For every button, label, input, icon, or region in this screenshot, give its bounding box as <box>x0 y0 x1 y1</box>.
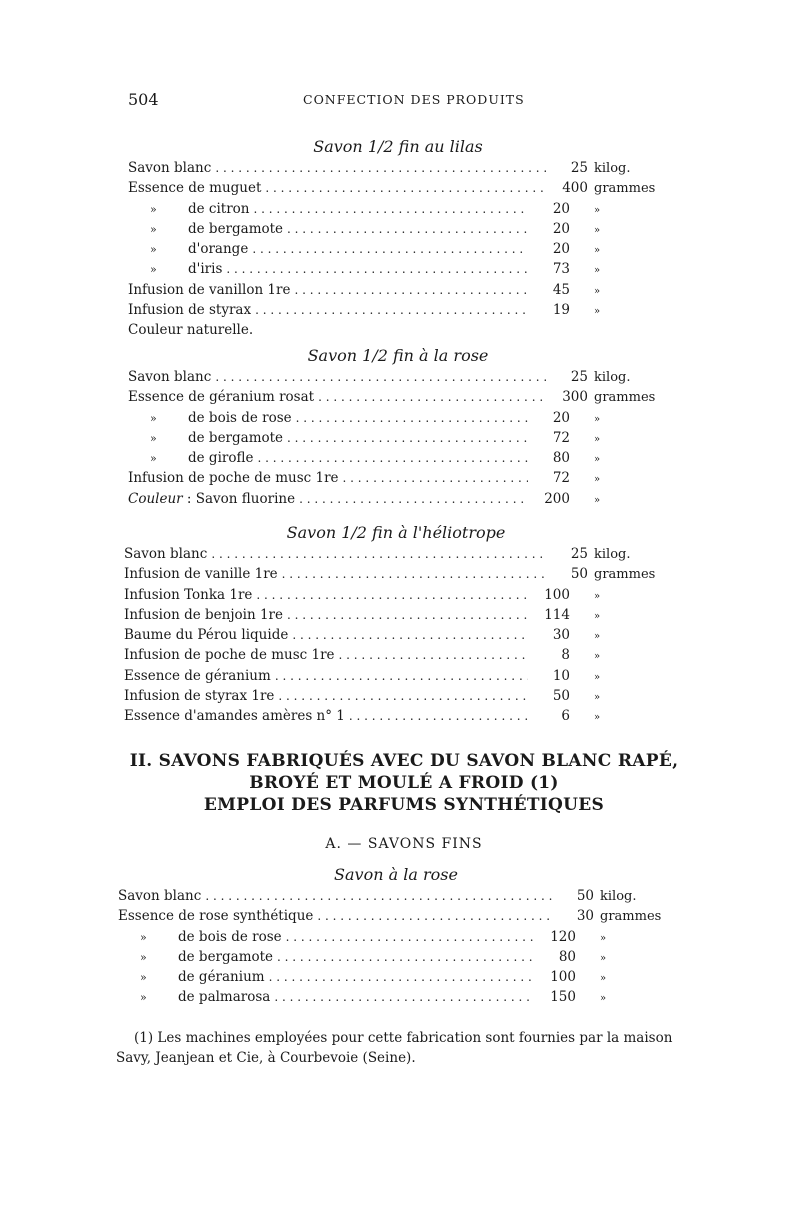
ingredient-row <box>128 428 668 448</box>
ingredient-row <box>118 906 674 926</box>
ingredient-unit: » <box>600 932 607 944</box>
ingredient-quantity: 10 <box>552 667 570 684</box>
ingredient-unit: » <box>594 413 601 425</box>
ingredient-label: de bergamote <box>188 220 284 237</box>
subsection-heading: A. — SAVONS FINS <box>325 836 483 852</box>
ingredient-quantity: 80 <box>552 450 570 467</box>
ingredient-label: Infusion de styrax <box>128 302 252 319</box>
ingredient-row <box>128 219 668 239</box>
ingredient-row <box>128 448 668 468</box>
leader-dots <box>299 489 528 509</box>
ingredient-label: Infusion de styrax 1re <box>124 688 275 705</box>
ingredient-row <box>124 585 668 605</box>
ingredient-quantity: 73 <box>552 261 570 278</box>
ingredient-quantity: 50 <box>552 688 570 705</box>
ingredient-quantity: 20 <box>552 220 570 237</box>
ingredient-quantity: 72 <box>552 429 570 446</box>
ingredient-label: Infusion de benjoin 1re <box>124 606 283 623</box>
page-number: 504 <box>128 90 159 109</box>
ingredient-quantity: 120 <box>550 928 576 945</box>
ingredient-unit: » <box>594 245 601 257</box>
ingredient-quantity: 150 <box>550 989 576 1006</box>
ingredient-unit: » <box>594 454 601 466</box>
ingredient-quantity: 100 <box>544 586 570 603</box>
recipe-rose-synthetique <box>118 864 674 1008</box>
ingredient-quantity: 25 <box>570 369 588 385</box>
ingredient-name <box>124 544 207 564</box>
ingredient-quantity: 50 <box>570 566 588 583</box>
ingredient-unit: » <box>594 306 601 318</box>
leader-dots <box>349 706 528 726</box>
ingredient-row <box>128 158 668 178</box>
ingredient-quantity: 80 <box>558 948 576 965</box>
ingredient-label: Infusion de poche de musc 1re <box>128 470 339 487</box>
ingredient-unit: » <box>594 692 601 704</box>
recipe-row-couleur <box>128 489 668 509</box>
leader-dots <box>215 367 546 387</box>
ingredient-unit: grammes <box>600 909 662 925</box>
ingredient-label: de bois de rose <box>178 928 282 945</box>
leader-dots <box>226 259 528 279</box>
ditto-mark: » <box>150 263 157 277</box>
ingredient-row <box>128 259 668 279</box>
leader-dots <box>255 300 528 320</box>
ingredient-name <box>128 468 339 488</box>
ingredient-quantity: 25 <box>570 160 588 176</box>
ingredient-name <box>124 605 283 625</box>
ingredient-label: Savon blanc <box>128 160 212 176</box>
ingredient-label: Savon blanc <box>118 888 202 904</box>
ingredient-unit: » <box>594 204 601 216</box>
ditto-mark: » <box>150 222 157 236</box>
ingredient-name <box>124 645 335 665</box>
ingredient-label: de géranium <box>178 969 265 986</box>
ingredient-label: de bois de rose <box>188 409 292 426</box>
ingredient-label: de citron <box>188 200 250 217</box>
ingredient-name <box>124 564 278 584</box>
ingredient-quantity: 200 <box>544 490 570 507</box>
leader-dots <box>287 605 528 625</box>
ingredient-label: d'iris <box>188 261 223 278</box>
ingredient-row <box>128 239 668 259</box>
ditto-mark: » <box>140 991 147 1005</box>
ingredient-name <box>124 706 345 726</box>
leader-dots <box>205 886 552 906</box>
leader-dots <box>256 585 528 605</box>
ingredient-name <box>128 158 211 178</box>
leader-dots <box>275 666 528 686</box>
ingredient-label: Essence de muguet <box>128 180 262 197</box>
ingredient-name <box>124 666 271 686</box>
ingredient-name <box>128 489 295 509</box>
ingredient-name <box>128 219 283 240</box>
ingredient-unit: » <box>594 285 601 297</box>
ingredient-label: d'orange <box>188 241 249 258</box>
ingredient-label: de bergamote <box>188 429 284 446</box>
ingredient-name <box>128 367 211 387</box>
section-heading-line-3: EMPLOI DES PARFUMS SYNTHÉTIQUES <box>203 795 605 815</box>
ingredient-row <box>128 408 668 428</box>
ingredient-unit: » <box>594 494 601 506</box>
ingredient-name <box>128 239 248 260</box>
ingredient-label: Essence de géranium <box>124 667 271 684</box>
ingredient-quantity: 25 <box>570 546 588 562</box>
leader-dots <box>254 199 528 219</box>
leader-dots <box>269 967 534 987</box>
ingredient-row <box>118 927 674 947</box>
ingredient-quantity: 72 <box>552 470 570 487</box>
ingredient-row <box>118 967 674 987</box>
leader-dots <box>274 987 534 1007</box>
ingredient-unit: » <box>600 993 607 1005</box>
ingredient-unit: grammes <box>594 390 656 406</box>
ingredient-quantity: 100 <box>550 969 576 986</box>
ingredient-unit: » <box>594 712 601 724</box>
ingredient-unit: » <box>600 973 607 985</box>
ingredient-unit: kilog. <box>594 161 631 176</box>
section-heading <box>118 750 690 816</box>
ditto-mark: » <box>150 411 157 425</box>
recipe-lilas <box>128 136 668 341</box>
ingredient-unit: » <box>594 671 601 683</box>
ingredient-unit: kilog. <box>600 889 637 904</box>
leader-dots <box>278 686 528 706</box>
footnote: (1) Les machines employées pour cette fabrication sont fournies par la maison Savy, Jeanjean et Cie, à Courbevoie (Seine). <box>116 1030 673 1066</box>
leader-dots <box>292 625 528 645</box>
leader-dots <box>317 906 552 926</box>
ingredient-quantity: 400 <box>562 180 588 197</box>
recipe-title: Savon 1/2 fin à l'héliotrope <box>286 523 506 542</box>
leader-dots <box>252 239 528 259</box>
ingredient-row <box>128 199 668 219</box>
ingredient-row <box>128 367 668 387</box>
ingredient-row <box>118 886 674 906</box>
ingredient-name <box>118 927 282 948</box>
ingredient-unit: » <box>594 474 601 486</box>
ingredient-label: Baume du Pérou liquide <box>124 627 289 644</box>
ingredient-quantity: 30 <box>552 627 570 644</box>
ingredient-label: de palmarosa <box>178 989 271 1006</box>
leader-dots <box>287 428 528 448</box>
leader-dots <box>265 178 546 198</box>
leader-dots <box>296 408 528 428</box>
ingredient-row <box>124 544 668 564</box>
recipe-title: Savon 1/2 fin à la rose <box>307 346 489 365</box>
leader-dots <box>257 448 528 468</box>
ingredient-row <box>128 468 668 488</box>
ingredient-quantity: 8 <box>561 647 570 664</box>
section-heading-line-2: BROYÉ ET MOULÉ A FROID (1) <box>249 773 559 793</box>
ingredient-unit: » <box>594 590 601 602</box>
ingredient-row <box>124 605 668 625</box>
ditto-mark: » <box>140 971 147 985</box>
ingredient-row <box>124 686 668 706</box>
ingredient-quantity: 20 <box>552 409 570 426</box>
ingredient-name <box>128 178 261 198</box>
ditto-mark: » <box>150 243 157 257</box>
ingredient-name <box>128 448 253 469</box>
ingredient-unit: kilog. <box>594 547 631 562</box>
ingredient-label: Infusion de vanille 1re <box>124 566 278 583</box>
ingredient-label: Infusion de poche de musc 1re <box>124 647 335 664</box>
ingredient-name <box>118 987 270 1008</box>
ingredient-unit: » <box>600 952 607 964</box>
running-title: CONFECTION DES PRODUITS <box>303 92 525 107</box>
ingredient-quantity: 114 <box>544 606 570 623</box>
ingredient-label: de bergamote <box>178 948 274 965</box>
ingredient-unit: » <box>594 631 601 643</box>
ingredient-label: Essence d'amandes amères n° 1 <box>124 708 345 725</box>
ingredient-row <box>128 300 668 320</box>
ingredient-row <box>124 625 668 645</box>
ingredient-unit: » <box>594 610 601 622</box>
ingredient-label: Essence de rose synthétique <box>118 908 314 925</box>
leader-dots <box>215 158 546 178</box>
ingredient-label: de girofle <box>188 450 254 467</box>
ingredient-quantity: 45 <box>552 281 570 298</box>
ingredient-quantity: 50 <box>576 888 594 904</box>
ingredient-name <box>128 259 222 280</box>
ingredient-row <box>128 280 668 300</box>
ditto-mark: » <box>150 431 157 445</box>
couleur-label: Couleur <box>128 490 183 507</box>
ingredient-label: Infusion de vanillon 1re <box>128 281 291 298</box>
ingredient-unit: » <box>594 651 601 663</box>
ingredient-row <box>118 987 674 1007</box>
leader-dots <box>339 645 528 665</box>
recipe-heliotrope <box>124 522 668 727</box>
leader-dots <box>277 947 534 967</box>
ingredient-row <box>128 178 668 198</box>
ingredient-row <box>124 564 668 584</box>
ingredient-label: Savon blanc <box>124 546 208 562</box>
leader-dots <box>343 468 528 488</box>
ingredient-row <box>128 387 668 407</box>
leader-dots <box>282 564 546 584</box>
leader-dots <box>286 927 534 947</box>
ingredient-row <box>124 706 668 726</box>
ditto-mark: » <box>140 930 147 944</box>
ingredient-unit: » <box>594 265 601 277</box>
leader-dots <box>318 387 546 407</box>
recipe-title: Savon à la rose <box>334 865 458 884</box>
ingredient-name <box>118 906 313 926</box>
ingredient-row <box>118 947 674 967</box>
ingredient-row <box>124 666 668 686</box>
couleur-text: : Savon fluorine <box>186 490 296 507</box>
ingredient-name <box>118 886 201 906</box>
ingredient-name <box>124 686 274 706</box>
leader-dots <box>294 280 528 300</box>
leader-dots <box>211 544 546 564</box>
ingredient-quantity: 30 <box>576 908 594 925</box>
ingredient-name <box>128 199 250 220</box>
ingredient-name <box>124 585 252 605</box>
ingredient-label: Infusion Tonka 1re <box>124 586 253 603</box>
ingredient-unit: grammes <box>594 181 656 197</box>
recipe-title: Savon 1/2 fin au lilas <box>313 137 483 156</box>
ingredient-name <box>128 280 290 300</box>
ingredient-name <box>124 625 288 645</box>
recipe-rose <box>128 345 668 509</box>
ingredient-quantity: 300 <box>562 389 588 406</box>
ingredient-unit: grammes <box>594 567 656 583</box>
ingredient-label: Essence de géranium rosat <box>128 389 315 406</box>
ingredient-quantity: 19 <box>552 302 570 319</box>
ditto-mark: » <box>140 950 147 964</box>
ingredient-name <box>118 967 265 988</box>
ditto-mark: » <box>150 202 157 216</box>
ingredient-unit: kilog. <box>594 370 631 385</box>
ingredient-name <box>128 428 283 449</box>
leader-dots <box>287 219 528 239</box>
ingredient-row <box>124 645 668 665</box>
section-heading-line-1: II. SAVONS FABRIQUÉS AVEC DU SAVON BLANC RAPÉ, <box>129 751 679 771</box>
ingredient-quantity: 20 <box>552 200 570 217</box>
ingredient-quantity: 6 <box>561 708 570 725</box>
ingredient-name <box>128 300 251 320</box>
ingredient-name <box>128 387 314 407</box>
recipe-note: Couleur naturelle. <box>128 322 254 339</box>
ingredient-label: Savon blanc <box>128 369 212 385</box>
ditto-mark: » <box>150 452 157 466</box>
ingredient-unit: » <box>594 224 601 236</box>
ingredient-unit: » <box>594 433 601 445</box>
ingredient-name <box>118 947 273 968</box>
page-header <box>128 90 668 110</box>
ingredient-quantity: 20 <box>552 241 570 258</box>
ingredient-name <box>128 408 292 429</box>
